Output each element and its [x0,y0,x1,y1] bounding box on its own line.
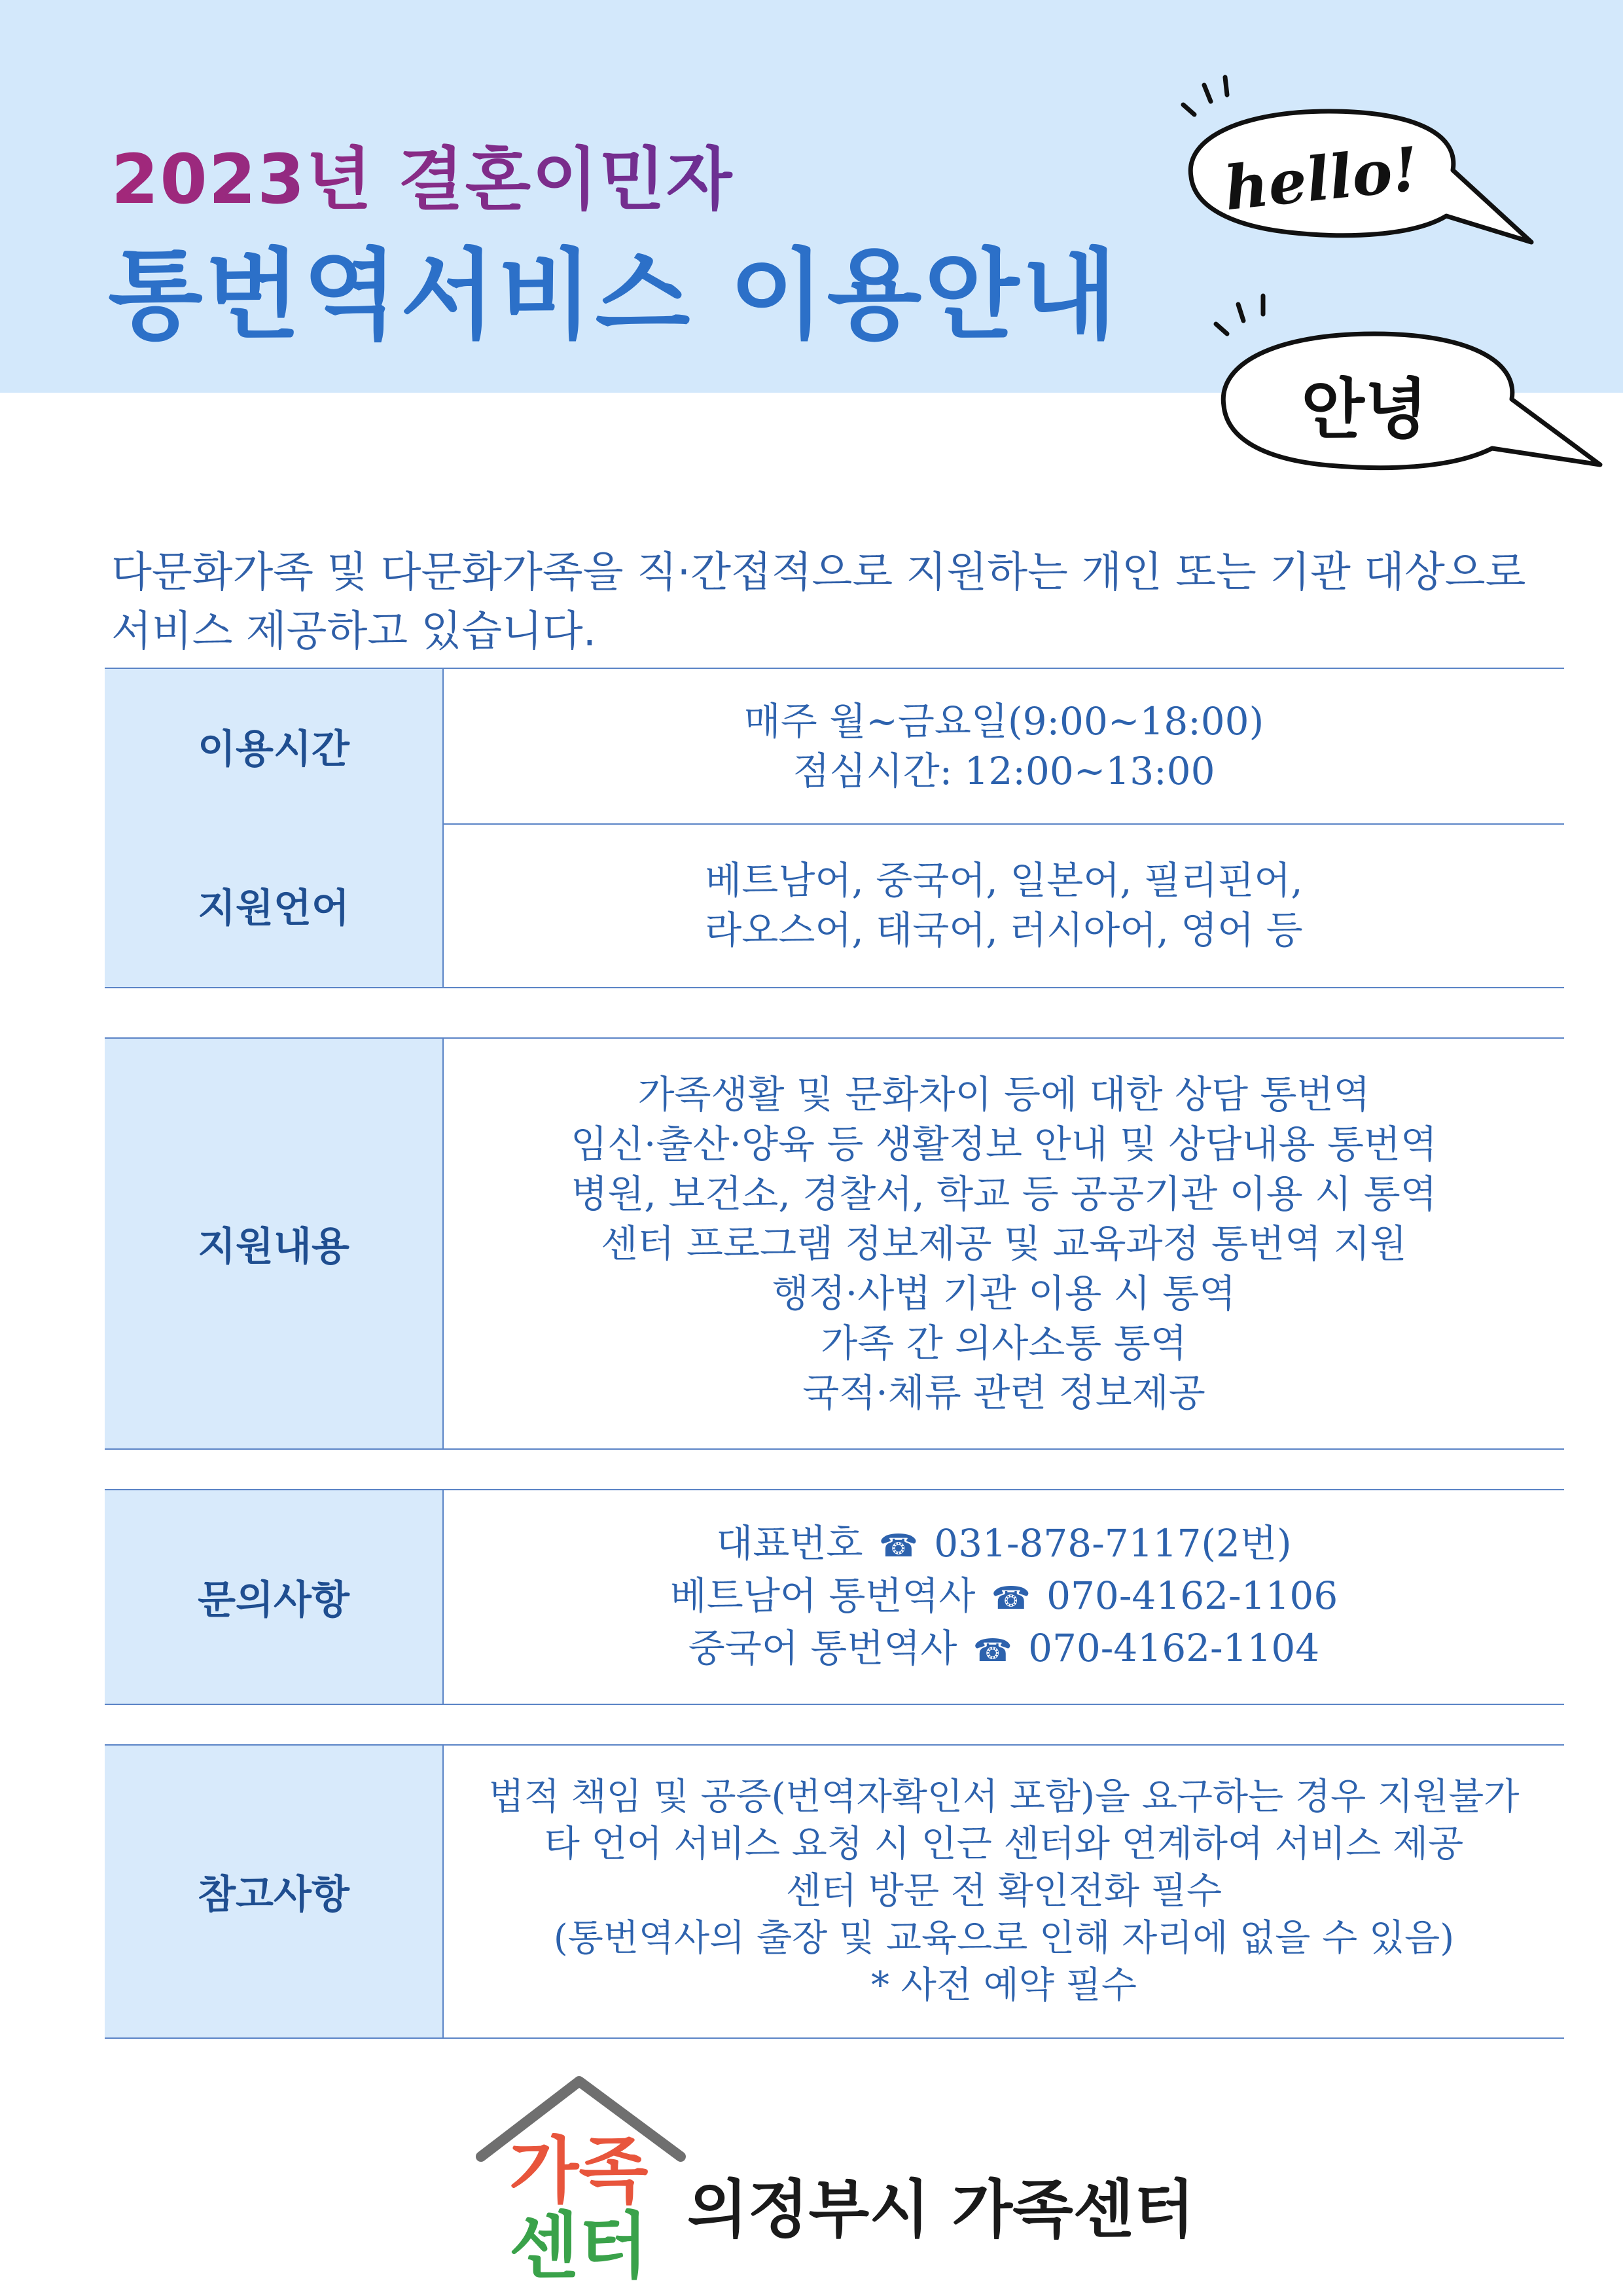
org-name: 의정부시 가족센터 [687,2173,1195,2246]
logo-text-line-2: 센터 [509,2204,649,2288]
content-line: 센터 프로그램 정보제공 및 교육과정 통번역 지원 [601,1221,1407,1266]
intro-text [111,543,1564,661]
content-line: 가족 간 의사소통 통역 [821,1321,1187,1365]
logo-word-center [509,2204,649,2288]
row-label: 이용시간 [105,669,444,823]
contact-phone: 070-4162-1104 [1028,1626,1320,1670]
contact-phone: 031-878-7117(2번) [934,1521,1292,1566]
contact-line [670,1571,1338,1623]
logo-text-line-1: 가족 [509,2129,649,2213]
row-label: 문의사항 [105,1490,444,1704]
hello-bubble-text: hello! [1221,133,1422,224]
content-line: 타 언어 서비스 요청 시 인근 센터와 연계하여 서비스 제공 [544,1823,1464,1865]
intro-line-1: 다문화가족 및 다문화가족을 직·간접적으로 지원하는 개인 또는 기관 대상으로 [111,548,1526,597]
content-line: (통번역사의 출장 및 교육으로 인해 자리에 없을 수 있음) [553,1917,1455,1960]
speech-bubbles-illustration [1165,65,1623,484]
row-content [444,823,1564,987]
content-line: 라오스어, 태국어, 러시아어, 영어 등 [705,908,1303,952]
content-line: 국적·체류 관련 정보제공 [802,1371,1205,1415]
content-line: 점심시간: 12:00~13:00 [793,749,1215,793]
content-line: * 사전 예약 필수 [871,1964,1137,2007]
row-languages [105,823,1564,988]
row-content [444,1746,1564,2037]
annyeong-bubble-text: 안녕 [1301,371,1428,448]
row-content [444,669,1564,823]
row-services [105,1037,1564,1450]
contact-phone: 070-4162-1106 [1046,1573,1338,1618]
row-content [444,1490,1564,1704]
content-line: 임신·출산·양육 등 생활정보 안내 및 상담내용 통번역 [570,1122,1438,1166]
content-line: 법적 책임 및 공증(번역자확인서 포함)을 요구하는 경우 지원불가 [488,1776,1520,1818]
contact-name: 대표번호 [716,1521,863,1566]
logo-word-family [509,2129,649,2213]
row-hours [105,668,1564,825]
content-line: 베트남어, 중국어, 일본어, 필리핀어, [705,858,1303,903]
content-line: 매주 월~금요일(9:00~18:00) [743,699,1264,744]
phone-icon: ☎ [991,1580,1031,1617]
intro-line-2: 서비스 제공하고 있습니다. [111,607,597,656]
phone-icon: ☎ [972,1632,1012,1669]
row-contacts [105,1489,1564,1705]
row-label: 지원내용 [105,1039,444,1448]
row-label: 지원언어 [105,823,444,987]
content-line: 병원, 보건소, 경찰서, 학교 등 공공기관 이용 시 통역 [571,1172,1437,1216]
contact-line [688,1623,1319,1676]
content-line: 행정·사법 기관 이용 시 통역 [772,1271,1236,1316]
row-notes [105,1744,1564,2039]
content-line: 가족생활 및 문화차이 등에 대한 상담 통번역 [637,1072,1370,1117]
contact-line [716,1518,1291,1571]
phone-icon: ☎ [878,1528,918,1564]
contact-name: 중국어 통번역사 [688,1626,957,1670]
content-line: 센터 방문 전 확인전화 필수 [785,1870,1222,1912]
row-label: 참고사항 [105,1746,444,2037]
year-title: 2023년 결혼이민자 [111,124,733,223]
page-title: 통번역서비스 이용안내 [108,239,1120,353]
row-content [444,1039,1564,1448]
contact-name: 베트남어 통번역사 [669,1573,976,1618]
